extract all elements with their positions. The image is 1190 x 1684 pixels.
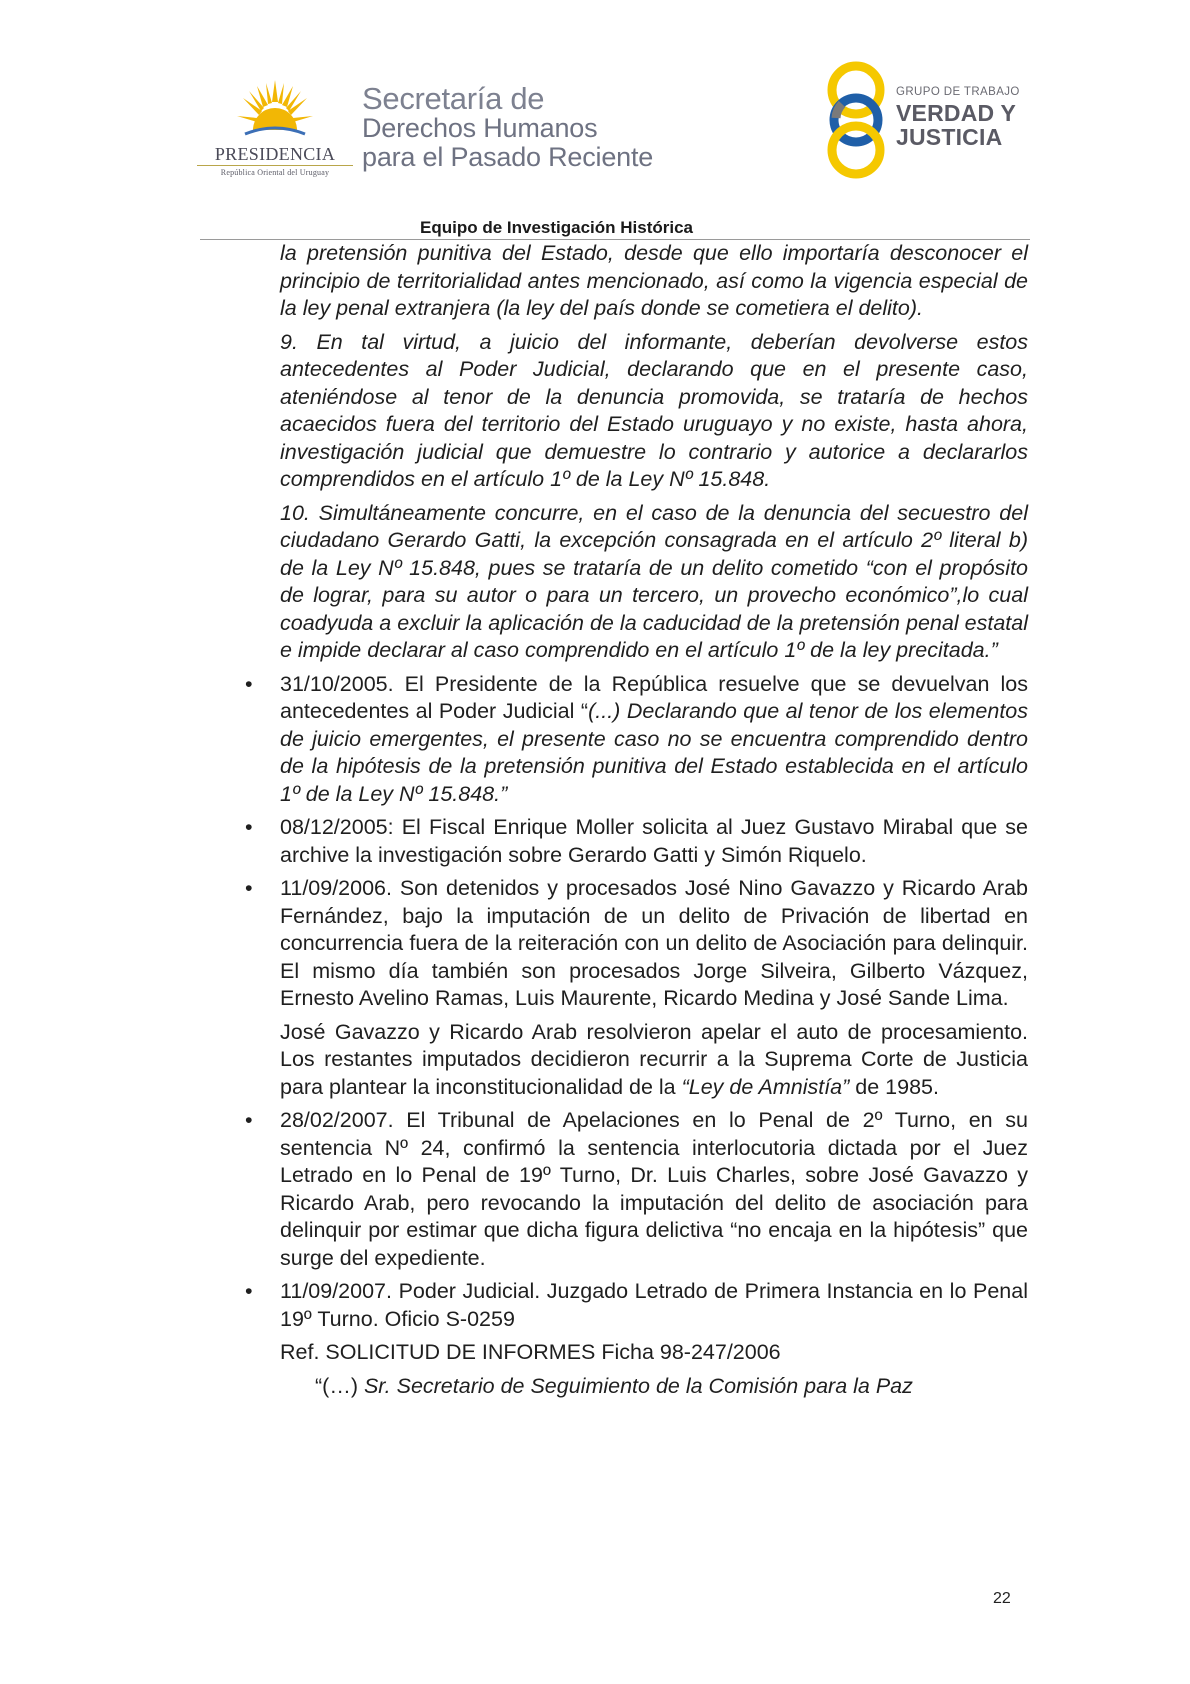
- secretaria-line-1: Secretaría de: [362, 81, 545, 116]
- bullet-text: 08/12/2005: El Fiscal Enrique Moller solicita al Juez Gustavo Mirabal que se archive la investigación sobre Gerardo Gatti y Simón Riquelo.: [280, 815, 1028, 867]
- verdad-label: VERDAD Y: [896, 100, 1017, 126]
- quote-opening-text: Sr. Secretario de Seguimiento de la Comisión para la Paz: [363, 1373, 913, 1398]
- quote-paragraph-item-10: 10. Simultáneamente concurre, en el caso de la denuncia del secuestro del ciudadano Gerardo Gatti, la excepción consagrada en el artículo 2º literal b) de la Ley Nº 15.848, pues se trataría de un delito cometido “con el propósito de lograr, para su autor o para un tercero, un provecho económico”,lo cual coadyuda a excluir la aplicación de la caducidad de la pretensión penal estatal e impide declarar al caso comprendido en el artículo 1º de la ley precitada.”: [280, 500, 1028, 662]
- bullet-text: . El Presidente de la República resuelve que se devuelvan los antecedentes al Poder Judicial “: [280, 671, 1028, 723]
- secretaria-line-3: para el Pasado Reciente: [362, 142, 654, 172]
- bullet-item: [240, 671, 1028, 809]
- bullet-text: 11/09/2006. Son detenidos y procesados José Nino Gavazzo y Ricardo Arab Fernández, bajo la imputación de un delito de Privación de libertad en concurrencia fuera de la reiteración con un delito de Asociación para delinquir. El mismo día también son procesados Jorge Silveira, Gilberto Vázquez, Ernesto Avelino Ramas, Luis Maurente, Ricardo Medina y José Sande Lima.: [280, 876, 1028, 1010]
- unit-title: Equipo de Investigación Histórica: [420, 218, 693, 237]
- presidencia-divider: [197, 165, 353, 166]
- verdad-justicia-logo: [822, 60, 1042, 180]
- document-body: [240, 240, 1028, 1406]
- bullet-text: 11/09/2007. Poder Judicial. Juzgado Letrado de Primera Instancia en lo Penal 19º Turno. Oficio S-0259: [280, 1279, 1028, 1331]
- bullet-icon: •: [245, 1108, 253, 1132]
- paragraph-text: José Gavazzo y Ricardo Arab resolvieron apelar el auto de procesamiento. Los restantes imputados decidieron recurrir a la Suprema Corte de Justicia para plantear la inconstitucionalidad de la: [280, 1019, 1028, 1099]
- bullet-item: [240, 1107, 1028, 1272]
- bullet-date: 31/10/2005: [280, 671, 388, 696]
- body-paragraph: [240, 1019, 1028, 1102]
- bullet-quote: (...) Declarando que al tenor de los elementos de juicio emergentes, el presente caso no se encuentra comprendido dentro de la hipótesis de la pretensión punitiva del Estado establecida en el artículo 1º de la Ley Nº 15.848.”: [280, 699, 1029, 806]
- secretaria-logo: [362, 81, 722, 172]
- quote-paragraph: la pretensión punitiva del Estado, desde que ello importaría desconocer el principio de territorialidad antes mencionado, así como la vigencia especial de la ley penal extranjera (la ley del país donde se cometiera el delito).: [280, 241, 1028, 320]
- reference-line: Ref. SOLICITUD DE INFORMES Ficha 98-247/2006: [280, 1340, 781, 1364]
- page-number: 22: [993, 1590, 1011, 1607]
- grupo-label: GRUPO DE TRABAJO: [896, 86, 1020, 98]
- paragraph-text-end: de 1985.: [849, 1074, 939, 1099]
- bullet-text: 28/02/2007. El Tribunal de Apelaciones en lo Penal de 2º Turno, en su sentencia Nº 24, confirmó la sentencia interlocutoria dictada por el Juez Letrado en lo Penal de 19º Turno, Dr. Luis Charles, sobre José Gavazzo y Ricardo Arab, pero revocando la imputación del delito de asociación para delinquir por estimar que dicha figura delictiva “no encaja en la hipótesis” que surge del expediente.: [280, 1108, 1028, 1270]
- interlocking-rings-icon: [822, 60, 894, 180]
- sun-icon: [235, 78, 315, 142]
- bullet-item: [240, 814, 1028, 869]
- bullet-item: [240, 875, 1028, 1013]
- bullet-icon: •: [245, 671, 253, 696]
- presidencia-title: PRESIDENCIA: [214, 144, 336, 164]
- quote-opening-line: [240, 1373, 1028, 1401]
- presidencia-logo: [195, 78, 355, 178]
- bullet-icon: •: [245, 876, 253, 900]
- document-header: [0, 0, 1190, 240]
- quote-paragraph-item-9: 9. En tal virtud, a juicio del informante, deberían devolverse estos antecedentes al Poder Judicial, declarando que en el presente caso, ateniéndose al tenor de la denuncia promovida, se trataría de hechos acaecidos fuera del territorio del Estado uruguayo y no existe, hasta ahora, investigación judicial que demuestre lo contrario y autorice a declararlos comprendidos en el artículo 1º de la Ley Nº 15.848.: [280, 329, 1028, 491]
- secretaria-line-2: Derechos Humanos: [362, 113, 598, 143]
- bullet-item: [240, 1278, 1028, 1333]
- presidencia-subtitle: República Oriental del Uruguay: [220, 168, 330, 177]
- justicia-label: JUSTICIA: [896, 124, 1003, 150]
- paragraph-italic: “Ley de Amnistía”: [681, 1074, 850, 1099]
- quote-open-mark: “(…): [315, 1373, 364, 1398]
- bullet-icon: •: [245, 1279, 253, 1303]
- bullet-icon: •: [245, 815, 253, 839]
